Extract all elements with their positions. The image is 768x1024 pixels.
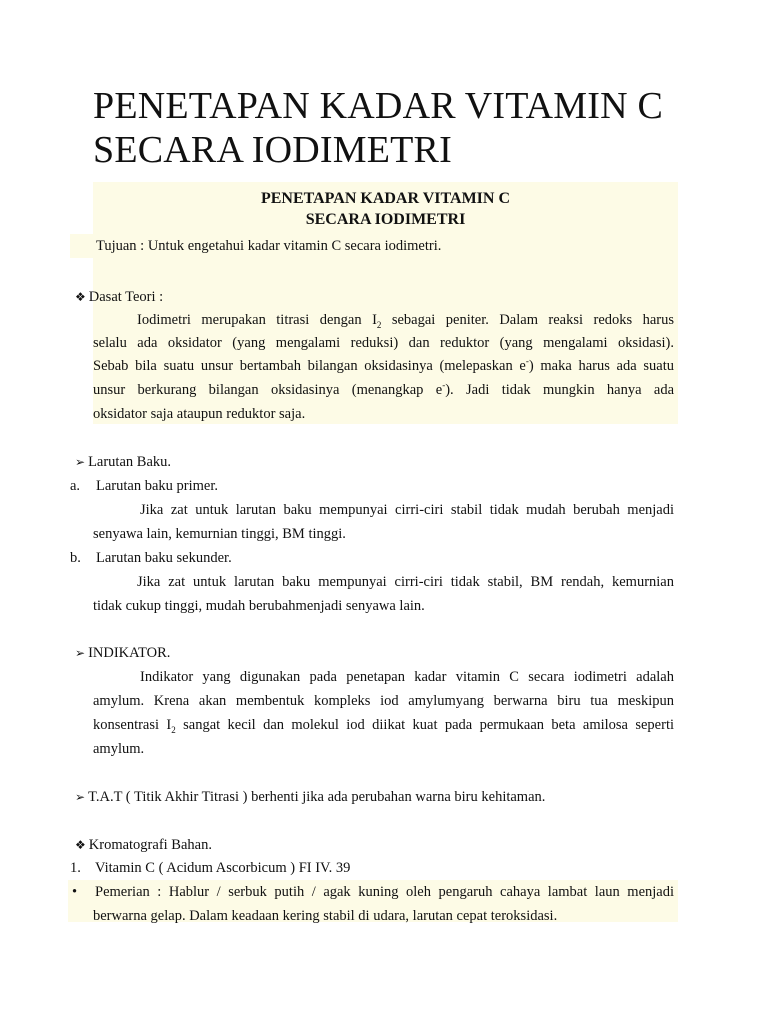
paragraph-line: selalu ada oksidator (yang mengalami reduksi) dan reduktor (yang mengalami oksidasi). bbox=[93, 335, 674, 351]
dasar-teori-heading: ❖ Dasat Teori : bbox=[75, 289, 164, 305]
paragraph-line: Iodimetri merupakan titrasi dengan $I_2$ sebagai peniter. Dalam reaksi redoks harus bbox=[137, 312, 675, 330]
list-item-label: Vitamin C ( Acidum Ascorbicum ) FI IV. 39 bbox=[95, 860, 351, 876]
bullet-icon: • bbox=[72, 884, 78, 900]
paragraph-line: senyawa lain, kemurnian tinggi, BM tinggi. bbox=[93, 526, 346, 542]
paragraph-line: tidak cukup tinggi, mudah berubahmenjadi senyawa lain. bbox=[93, 598, 425, 614]
paragraph-line: amylum. Krena akan membentuk kompleks iod amylumyang berwarna biru tua meskipun bbox=[93, 693, 674, 709]
list-marker: b. bbox=[70, 550, 81, 566]
page-title: PENETAPAN KADAR VITAMIN C SECARA IODIMETRI bbox=[93, 85, 664, 171]
list-item-label: Larutan baku sekunder. bbox=[96, 550, 232, 566]
list-item-label: Larutan baku primer. bbox=[96, 478, 218, 494]
paragraph-line: unsur berkurang bilangan oksidasinya (menangkap e-). Jadi tidak mungkin hanya ada bbox=[93, 380, 675, 398]
list-marker: a. bbox=[70, 478, 81, 494]
indikator-heading: ➢ INDIKATOR. bbox=[75, 645, 171, 661]
diamond-bullet-icon: ❖ bbox=[75, 838, 86, 852]
arrow-bullet-icon: ➢ bbox=[75, 455, 86, 469]
arrow-bullet-icon: ➢ bbox=[75, 646, 86, 660]
paragraph-line: berwarna gelap. Dalam keadaan kering stabil di udara, larutan cepat teroksidasi. bbox=[93, 908, 558, 924]
section-heading: PENETAPAN KADAR VITAMIN C SECARA IODIMETRI bbox=[260, 190, 511, 228]
paragraph-line: Pemerian : Hablur / serbuk putih / agak kuning oleh pengaruh cahaya lambat laun menjadi bbox=[95, 884, 674, 900]
paragraph-line: oksidator saja ataupun reduktor saja. bbox=[93, 406, 306, 422]
larutan-baku-heading: ➢ Larutan Baku. bbox=[75, 454, 172, 470]
paragraph-line: amylum. bbox=[93, 741, 145, 757]
diamond-bullet-icon: ❖ bbox=[75, 290, 86, 304]
tat-line: ➢ T.A.T ( Titik Akhir Titrasi ) berhenti jika ada perubahan warna biru kehitaman. bbox=[75, 789, 546, 805]
paragraph-line: konsentrasi $I_2$ sangat kecil dan molekul iod diikat kuat pada permukaan beta amilosa seperti bbox=[93, 717, 675, 735]
paragraph-line: Jika zat untuk larutan baku mempunyai cirri-ciri stabil tidak mudah berubah menjadi bbox=[140, 502, 674, 518]
tujuan-text: Tujuan : Untuk engetahui kadar vitamin C secara iodimetri. bbox=[96, 238, 442, 254]
paragraph-line: Jika zat untuk larutan baku mempunyai cirri-ciri tidak stabil, BM rendah, kemurnian bbox=[137, 574, 674, 590]
arrow-bullet-icon: ➢ bbox=[75, 790, 86, 804]
paragraph-line: Sebab bila suatu unsur bertambah bilangan oksidasinya (melepaskan e-) maka harus ada suatu bbox=[93, 356, 674, 374]
kromatografi-heading: ❖ Kromatografi Bahan. bbox=[75, 837, 212, 853]
paragraph-line: Indikator yang digunakan pada penetapan kadar vitamin C secara iodimetri adalah bbox=[140, 669, 674, 685]
list-marker: 1. bbox=[70, 860, 81, 876]
